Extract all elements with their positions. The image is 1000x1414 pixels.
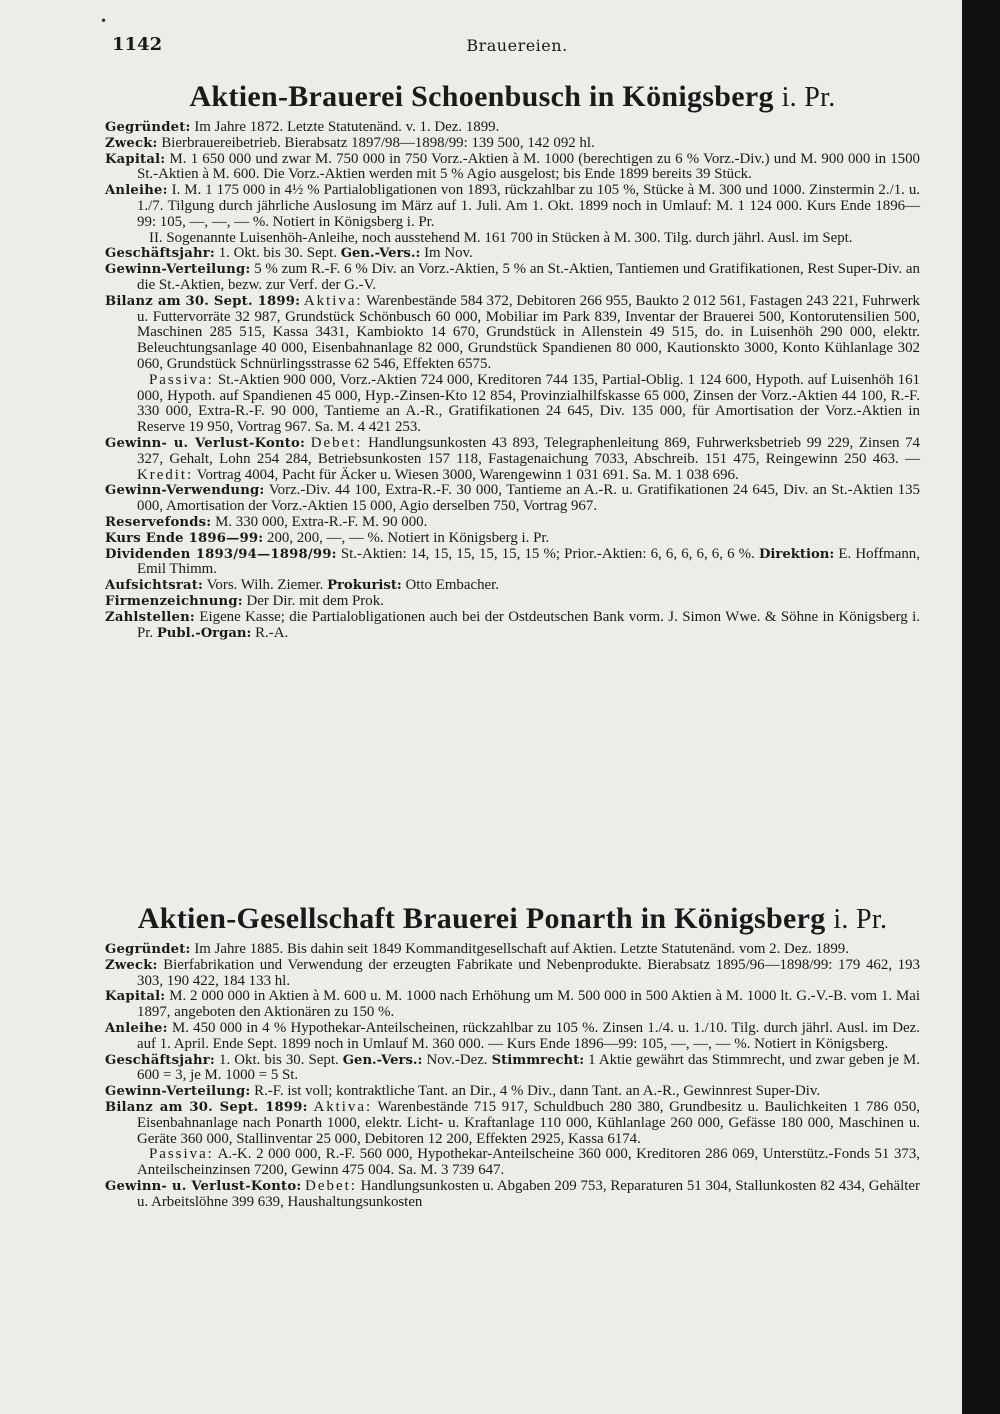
entry-gewinn-verlust [105,436,920,483]
keyword-aktiva: Aktiva: [303,292,363,309]
text: 1. Okt. bis 30. Sept. [219,1051,339,1068]
text: M. 2 000 000 in Aktien à M. 600 u. M. 1000 nach Erhöhung um M. 500 000 in 500 Aktien à M. 1000 lt. G.-V.-B. vom 1. Mai 1897, angeboten den Aktionären zu 150 %. [137,988,920,1021]
entry-anleihe [105,183,920,230]
text: Handlungsunkosten u. Abgaben 209 753, Reparaturen 51 304, Stallunkosten 82 434, Gehälter u. Arbeitslöhne 399 639, Haushaltungsunkosten [137,1177,920,1210]
label-gen-vers: Gen.-Vers.: [342,1052,423,1068]
text: M. 1 650 000 und zwar M. 750 000 in 750 Vorz.-Aktien à M. 1000 (berechtigen zu 6 % Vorz.-Div.) und M. 900 000 in 1500 St.-Aktien à M. 600. Die Vorz.-Aktien werden mit 5 % Agio ausgelost; bis Ende 1899 bereits 39 Stück. [137,150,920,183]
label: Gewinn-Verwendung: [105,483,265,499]
label: Geschäftsjahr: [105,1052,215,1068]
label: Zweck: [105,957,158,973]
text: Der Dir. mit dem Prok. [246,592,384,609]
entry-zweck [105,136,920,152]
text: Im Nov. [424,245,473,262]
label: Kapital: [105,151,166,167]
company-title-suffix: i. Pr. [781,82,836,113]
text: 200, 200, —, — %. Notiert in Königsberg i. Pr. [267,529,550,546]
entry-passiva [105,373,920,436]
text: A.-K. 2 000 000, R.-F. 560 000, Hypothekar-Anteilscheine 360 000, Kreditoren 286 069, Unterstütz.-Fonds 51 373, Anteilscheinzinsen 7200, Gewinn 475 004. Sa. M. 3 739 647. [137,1146,921,1179]
dark-page-edge [962,0,1000,1414]
keyword-passiva: Passiva: [149,1146,214,1163]
label: Gewinn- u. Verlust-Konto: [105,1178,302,1194]
entry-bilanz [105,294,920,373]
text: St.-Aktien: 14, 15, 15, 15, 15, 15 %; Prior.-Aktien: 6, 6, 6, 6, 6, 6 %. [340,545,755,562]
entry-gegruendet [105,942,920,958]
text: Im Jahre 1872. Letzte Statutenänd. v. 1. Dez. 1899. [194,119,500,135]
entry-geschaeftsjahr [105,246,920,262]
text: St.-Aktien 900 000, Vorz.-Aktien 724 000, Kreditoren 744 135, Partial-Oblig. 1 124 600, Hypoth. auf Luisenhöh 161 000, Hypoth. auf Spandienen 45 000, Hyp.-Zinsen-Kto 12 854, Provinzialhilfskasse 65 000, Zinsen der Vorz.-Aktien 44 100, R.-F. 330 000, Extra-R.-F. 90 000, Tantieme an A.-R., Gratifikationen 24 645, Div. 135 000, für Amortisation der Vorz.-Aktien in Reserve 19 950, Vortrag 967. Sa. M. 4 421 253. [137,371,920,436]
running-title: Brauereien. [466,36,568,55]
text: Im Jahre 1885. Bis dahin seit 1849 Kommanditgesellschaft auf Aktien. Letzte Statutenänd. vom 2. Dez. 1899. [194,941,849,957]
company-entry-ponarth [105,902,920,1211]
company-title [105,902,920,936]
label: Gegründet: [105,942,191,957]
text: 5 % zum R.-F. 6 % Div. an Vorz.-Aktien, 5 % an St.-Aktien, Tantiemen und Gratifikationen, Rest Super-Div. an die St.-Aktien, bezw. zur Verf. der G.-V. [137,261,920,293]
page-number: 1142 [112,34,163,55]
entry-gewinn-verteilung [105,1084,920,1100]
keyword-kredit: Kredit: [137,466,194,483]
label: Zweck: [105,135,158,151]
label: Bilanz am 30. Sept. 1899: [105,293,301,309]
label: Dividenden 1893/94—1898/99: [105,546,337,562]
company-title-main: Aktien-Brauerei Schoenbusch in Königsberg [189,80,774,113]
entry-passiva [105,1147,920,1179]
entry-kapital [105,152,920,184]
entry-firmenzeichnung [105,594,920,610]
text: R.-A. [255,624,289,641]
text: Nov.-Dez. [426,1051,488,1068]
entry-reservefonds [105,515,920,531]
label: Bilanz am 30. Sept. 1899: [105,1099,308,1115]
label-publ-organ: Publ.-Organ: [156,625,252,641]
company-title [105,80,920,114]
entry-anleihe [105,1021,920,1053]
text: Eigene Kasse; die Partialobligationen auch bei der Ostdeutschen Bank vorm. J. Simon Wwe. & Söhne in Königsberg i. Pr. [137,608,920,641]
text: Handlungsunkosten 43 893, Telegraphenleitung 869, Fuhrwerksbetrieb 99 229, Zinsen 74 327, Gehalt, Lohn 254 284, Betriebsunkosten 157 118, Fastagenaichung 7033, Abschreib. 151 475, Reingewinn 250 463. — [137,434,920,467]
keyword-aktiva: Aktiva: [313,1098,373,1115]
text: Vorz.-Div. 44 100, Extra-R.-F. 30 000, Tantieme an A.-R. u. Gratifikationen 24 645, Div. an St.-Aktien 135 000, Amortisation der Vorz.-Aktien 15 000, Agio derselben 750, Vortrag 967. [137,482,920,515]
label-direktion: Direktion: [758,546,835,562]
text: Warenbestände 584 372, Debitoren 266 955, Baukto 2 012 561, Fastagen 243 221, Fuhrwerk u. Futtervorräte 32 987, Grundstück Schönbusch 60 000, Mobiliar im Park 839, Inventar der Brauerei 500, Kontorutensilien 500, Maschinen 285 515, Kassa 3431, Kambiokto 14 670, Grundstück in Allenstein 49 515, do. in Luisenhöh 290 000, elektr. Beleuchtungsanlage 40 000, Eisenbahnanlage 82 000, Grundstück Spandienen 80 000, Kautionskto 3000, Konto Kühlanlage 302 060, Grundstück Schnürlingsstrasse 62 546, Effekten 6575. [137,292,920,372]
label: Geschäftsjahr: [105,246,215,262]
label: Firmenzeichnung: [105,593,243,609]
label: Anleihe: [105,1020,168,1036]
entry-kurs [105,531,920,547]
label: Gewinn- u. Verlust-Konto: [105,435,306,451]
keyword-passiva: Passiva: [149,371,214,388]
company-entry-schoenbusch [105,80,920,641]
label-gen-vers: Gen.-Vers.: [340,246,421,262]
entry-gewinn-verlust [105,1179,920,1211]
scan-speck: • [100,14,108,28]
entry-kapital [105,989,920,1021]
label: Zahlstellen: [105,609,195,625]
text: Vortrag 4004, Pacht für Äcker u. Wiesen 3000, Warengewinn 1 031 691. Sa. M. 1 038 696. [196,466,739,483]
label: Kapital: [105,989,166,1005]
entry-gegruendet [105,120,920,136]
keyword-debet: Debet: [305,1177,357,1194]
keyword-debet: Debet: [310,434,363,451]
label: Anleihe: [105,183,168,199]
text: Warenbestände 715 917, Schuldbuch 280 380, Grundbesitz u. Baulichkeiten 1 786 050, Eisenbahnanlage nach Ponarth 1000, elektr. Licht- u. Kraftanlage 110 000, Kühlanlage 260 000, Gefässe 180 000, Maschinen u. Geräte 360 000, Stallinventar 25 000, Debitoren 12 200, Effekten 2925, Kassa 6174. [137,1098,920,1147]
entry-bilanz [105,1100,920,1147]
entry-gewinn-verteilung [105,262,920,294]
label: Gewinn-Verteilung: [105,262,251,278]
entry-gewinn-verwendung [105,483,920,515]
text: Otto Embacher. [405,577,499,594]
entry-aufsichtsrat [105,578,920,594]
entry-zweck [105,958,920,990]
text: M. 330 000, Extra-R.-F. M. 90 000. [215,513,428,530]
entry-zahlstellen [105,610,920,642]
text: 1. Okt. bis 30. Sept. [218,245,337,262]
label: Reservefonds: [105,514,212,530]
entry-anleihe-ii: II. Sogenannte Luisenhöh-Anleihe, noch ausstehend M. 161 700 in Stücken à M. 300. Tilg. durch jährl. Ausl. im Sept. [149,229,853,246]
entry-dividenden [105,547,920,579]
label: Aufsichtsrat: [105,578,204,594]
text: R.-F. ist voll; kontraktliche Tant. an Dir., 4 % Div., dann Tant. an A.-R., Gewinnrest Super-Div. [254,1083,821,1100]
running-header [112,34,922,58]
label-stimmrecht: Stimmrecht: [491,1052,585,1068]
entry-geschaeftsjahr [105,1053,920,1085]
text: E. Hoffmann, Emil Thimm. [137,545,920,578]
company-title-main: Aktien-Gesellschaft Brauerei Ponarth in Königsberg [137,902,826,935]
label-prokurist: Prokurist: [327,578,402,594]
text: M. 450 000 in 4 % Hypothekar-Anteilscheinen, rückzahlbar zu 105 %. Zinsen 1./4. u. 1./10. Tilg. durch jährl. Ausl. im Dez. auf 1. April. Ende Sept. 1899 noch in Umlauf M. 360 000. — Kurs Ende 1896—99: 105, —, —, — %. Notiert in Königsberg. [137,1019,920,1052]
label: Gewinn-Verteilung: [105,1084,251,1100]
label: Gegründet: [105,120,191,135]
text: I. M. 1 175 000 in 4½ % Partialobligationen von 1893, rückzahlbar zu 105 %, Stücke à M. 300 und 1000. Zinstermin 2./1. u. 1./7. Tilgung durch jährliche Auslosung im März auf 1. Juli. Am 1. Okt. 1899 noch in Umlauf: M. 1 124 000. Kurs Ende 1896—99: 105, —, —, — %. Notiert in Königsberg i. Pr. [137,182,920,230]
label: Kurs Ende 1896—99: [105,530,264,546]
text: Bierfabrikation und Verwendung der erzeugten Fabrikate und Nebenprodukte. Bierabsatz 1895/96—1898/99: 179 462, 193 303, 190 422, 184 133 hl. [137,956,920,989]
company-title-suffix: i. Pr. [833,904,888,935]
text: Vors. Wilh. Ziemer. [206,577,324,594]
text: Bierbrauereibetrieb. Bierabsatz 1897/98—1898/99: 139 500, 142 092 hl. [161,134,595,151]
text: 1 Aktie gewährt das Stimmrecht, und zwar geben je M. 600 = 3, je M. 1000 = 5 St. [137,1051,920,1084]
